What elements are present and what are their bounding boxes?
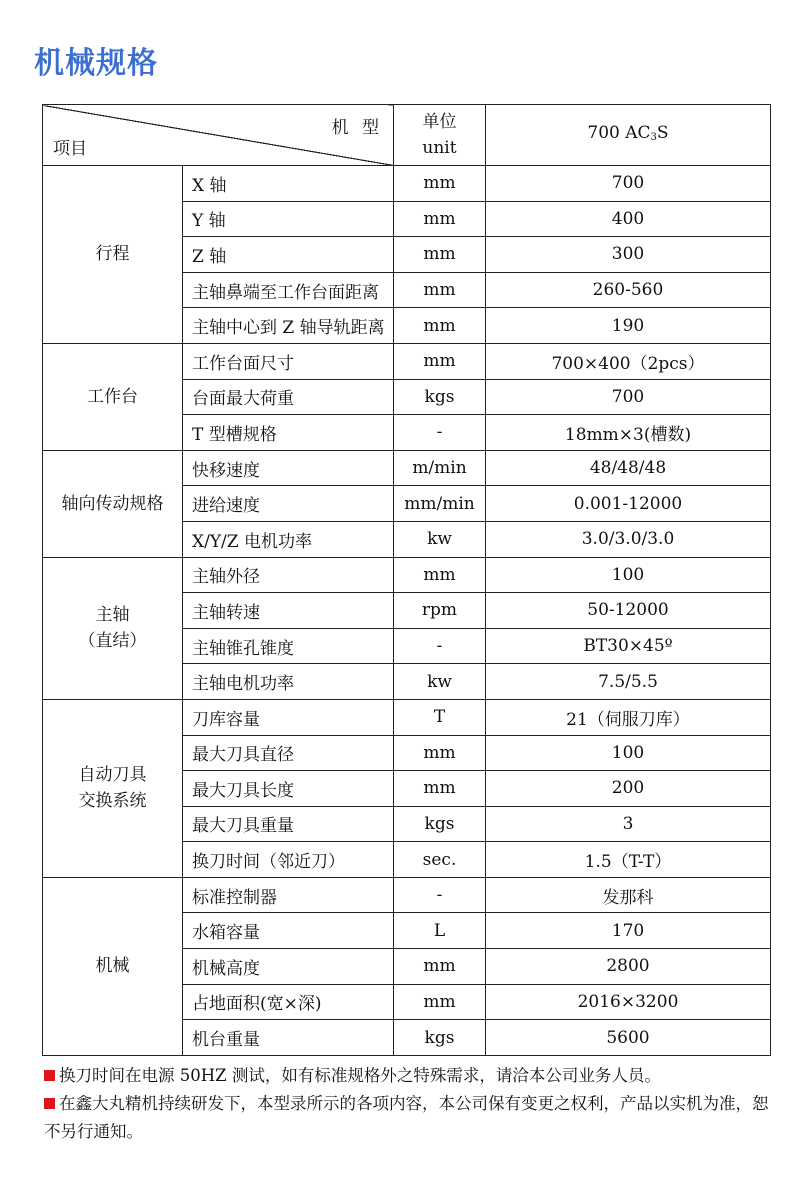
unit-cell: mm [394, 166, 486, 202]
unit-cell: rpm [394, 593, 486, 629]
value-cell: 260-560 [486, 272, 771, 308]
footnote-2 [44, 1090, 774, 1146]
model-name-sub: 3 [650, 131, 657, 143]
unit-cell: mm [394, 308, 486, 344]
item-cell: 最大刀具长度 [183, 771, 394, 807]
value-cell: 700 [486, 379, 771, 415]
unit-cell: mm [394, 272, 486, 308]
unit-cell: T [394, 699, 486, 735]
item-cell: 进给速度 [183, 486, 394, 522]
value-cell: 21（伺服刀库） [486, 699, 771, 735]
red-square-icon [44, 1070, 55, 1081]
item-cell: X/Y/Z 电机功率 [183, 521, 394, 557]
table-row [43, 450, 771, 486]
value-cell: 7.5/5.5 [486, 664, 771, 700]
table-row [43, 557, 771, 593]
value-cell: 300 [486, 237, 771, 273]
item-cell: 最大刀具重量 [183, 806, 394, 842]
category-label-line2: （直结） [78, 631, 147, 652]
item-cell: 主轴外径 [183, 557, 394, 593]
unit-cell: m/min [394, 450, 486, 486]
item-cell: 机台重量 [183, 1020, 394, 1056]
header-diagonal-cell [43, 105, 394, 166]
footnote-1 [44, 1062, 774, 1090]
header-unit-cn: 单位 [422, 112, 457, 132]
header-unit-en: unit [422, 138, 457, 158]
unit-cell: mm [394, 557, 486, 593]
value-cell: 0.001-12000 [486, 486, 771, 522]
item-cell: T 型槽规格 [183, 415, 394, 451]
item-cell: 标准控制器 [183, 877, 394, 913]
category-label: 工作台 [87, 386, 138, 407]
value-cell: 5600 [486, 1020, 771, 1056]
red-square-icon [44, 1098, 55, 1109]
item-cell: Y 轴 [183, 201, 394, 237]
footnote-text: 换刀时间在电源 50HZ 测试，如有标准规格外之特殊需求，请洽本公司业务人员。 [59, 1066, 661, 1085]
category-cell [43, 450, 183, 557]
footnotes [44, 1062, 774, 1146]
unit-cell: mm [394, 735, 486, 771]
value-cell: 700×400（2pcs） [486, 343, 771, 379]
unit-cell: kgs [394, 1020, 486, 1056]
item-cell: 工作台面尺寸 [183, 343, 394, 379]
value-cell: 190 [486, 308, 771, 344]
unit-cell: mm [394, 201, 486, 237]
value-cell: 50-12000 [486, 593, 771, 629]
category-label: 自动刀具 [78, 765, 147, 786]
value-cell: 200 [486, 771, 771, 807]
header-model-name [486, 105, 771, 166]
item-cell: 主轴转速 [183, 593, 394, 629]
category-cell [43, 699, 183, 877]
value-cell: 2800 [486, 949, 771, 985]
category-label: 行程 [95, 244, 130, 265]
unit-cell: - [394, 415, 486, 451]
header-model-label: 机 型 [331, 118, 383, 138]
unit-cell: sec. [394, 842, 486, 878]
unit-cell: kgs [394, 379, 486, 415]
item-cell: 主轴锥孔锥度 [183, 628, 394, 664]
item-cell: 水箱容量 [183, 913, 394, 949]
value-cell: 发那科 [486, 877, 771, 913]
category-label: 轴向传动规格 [61, 493, 164, 514]
category-cell [43, 343, 183, 450]
category-cell [43, 557, 183, 699]
item-cell: 台面最大荷重 [183, 379, 394, 415]
item-cell: X 轴 [183, 166, 394, 202]
table-row [43, 699, 771, 735]
unit-cell: kw [394, 664, 486, 700]
item-cell: 占地面积(宽×深) [183, 984, 394, 1020]
value-cell: 3.0/3.0/3.0 [486, 521, 771, 557]
item-cell: 主轴鼻端至工作台面距离 [183, 272, 394, 308]
unit-cell: mm [394, 984, 486, 1020]
table-row [43, 343, 771, 379]
table-row [43, 877, 771, 913]
model-name-suffix: S [656, 122, 669, 143]
value-cell: 170 [486, 913, 771, 949]
unit-cell: kw [394, 521, 486, 557]
item-cell: 主轴中心到 Z 轴导轨距离 [183, 308, 394, 344]
category-label: 主轴 [95, 605, 130, 626]
unit-cell: - [394, 628, 486, 664]
category-cell [43, 877, 183, 1055]
page-title: 机械规格 [34, 46, 158, 81]
model-name-text: 700 AC [587, 122, 651, 143]
unit-cell: mm [394, 343, 486, 379]
value-cell: 1.5（T-T） [486, 842, 771, 878]
unit-cell: - [394, 877, 486, 913]
table-header-row [43, 105, 771, 166]
unit-cell: kgs [394, 806, 486, 842]
item-cell: Z 轴 [183, 237, 394, 273]
value-cell: 48/48/48 [486, 450, 771, 486]
unit-cell: mm/min [394, 486, 486, 522]
item-cell: 换刀时间（邻近刀） [183, 842, 394, 878]
value-cell: 100 [486, 557, 771, 593]
table-row [43, 166, 771, 202]
item-cell: 主轴电机功率 [183, 664, 394, 700]
value-cell: 700 [486, 166, 771, 202]
category-cell [43, 166, 183, 344]
value-cell: 18mm×3(槽数) [486, 415, 771, 451]
footnote-text: 在鑫大丸精机持续研发下，本型录所示的各项内容，本公司保有变更之权利，产品以实机为准，恕不另行通知。 [44, 1094, 769, 1141]
unit-cell: mm [394, 237, 486, 273]
item-cell: 刀库容量 [183, 699, 394, 735]
spec-table [42, 104, 771, 1056]
value-cell: 100 [486, 735, 771, 771]
item-cell: 快移速度 [183, 450, 394, 486]
unit-cell: mm [394, 949, 486, 985]
value-cell: 2016×3200 [486, 984, 771, 1020]
value-cell: 3 [486, 806, 771, 842]
value-cell: BT30×45º [486, 628, 771, 664]
header-unit-cell [394, 105, 486, 166]
unit-cell: L [394, 913, 486, 949]
header-item-label: 项目 [53, 139, 87, 159]
item-cell: 最大刀具直径 [183, 735, 394, 771]
category-label-line2: 交换系统 [78, 791, 147, 812]
unit-cell: mm [394, 771, 486, 807]
item-cell: 机械高度 [183, 949, 394, 985]
category-label: 机械 [95, 956, 130, 977]
value-cell: 400 [486, 201, 771, 237]
